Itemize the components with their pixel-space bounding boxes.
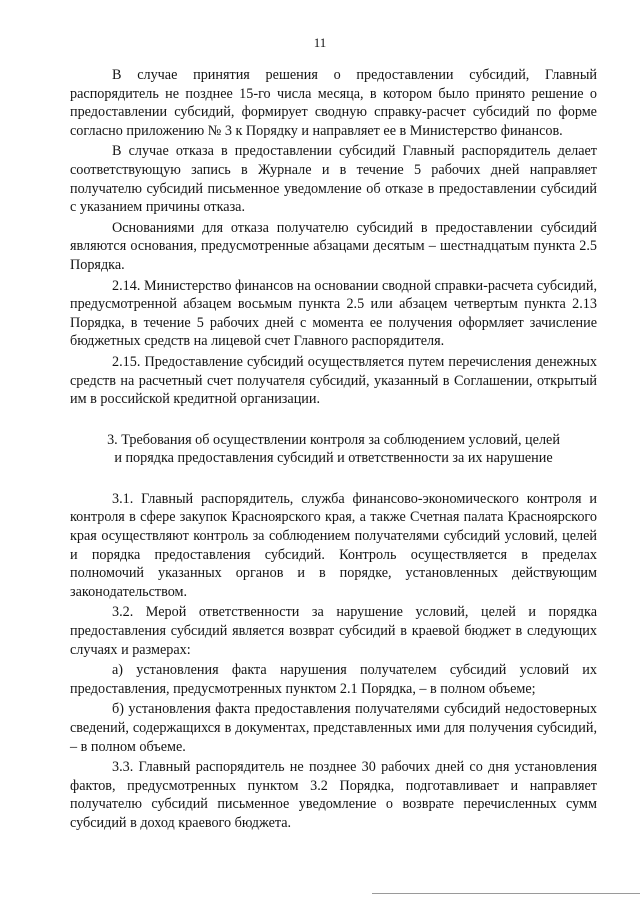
paragraph-subsidy-decision: В случае принятия решения о предоставлении субсидий, Главный распорядитель не позднее 15-го числа месяца, в котором было принято решение о предоставлении субсидий, формирует сводную справку-расчет субсидий по форме согласно приложению № 3 к Порядку и направляет ее в Министерство финансов. [70, 67, 597, 139]
paragraph-2-14: 2.14. Министерство финансов на основании сводной справки-расчета субсидий, предусмотренной абзацем восьмым пункта 2.5 или абзацем четвертым пункта 2.13 Порядка, в течение 5 рабочих дней с момента ее получения оформляет зачисление бюджетных средств на лицевой счет Главного распорядителя. [70, 277, 597, 350]
scan-edge-line [372, 893, 640, 894]
section-heading-line2: и порядка предоставления субсидий и ответственности за их нарушение [114, 450, 553, 467]
paragraph-3-2: 3.2. Мерой ответственности за нарушение условий, целей и порядка предоставления субсидий является возврат субсидий в краевой бюджет в следующих случаях и размерах: [70, 604, 597, 658]
paragraph-subsidy-refusal: В случае отказа в предоставлении субсидий Главный распорядитель делает соответствующую запись в Журнале и в течение 5 рабочих дней направляет получателю субсидий письменное уведомление об отказе в предоставлении субсидий с указанием причины отказа. [70, 143, 597, 216]
paragraph-2-15: 2.15. Предоставление субсидий осуществляется путем перечисления денежных средств на расчетный счет получателя субсидий, указанный в Соглашении, открытый им в российской кредитной организации. [70, 353, 597, 408]
paragraph-3-1: 3.1. Главный распорядитель, служба финансово-экономического контроля и контроля в сфере закупок Красноярского края, а также Счетная палата Красноярского края осуществляют контроль за соблюдением получателями субсидий условий, целей и порядка предоставления субсидий. Контроль осуществляется в пределах полномочий указанных органов и в порядке, установленных действующим законодательством. [70, 490, 597, 600]
paragraph-3-2-b: б) установления факта предоставления получателями субсидий недостоверных сведений, содержащихся в документах, представленных ими для получения субсидий, – в полном объеме. [70, 701, 597, 755]
document-body [70, 66, 597, 833]
page-number: 11 [313, 35, 327, 50]
section-heading [70, 431, 597, 468]
paragraph-3-3: 3.3. Главный распорядитель не позднее 30 рабочих дней со дня установления фактов, предусмотренных пунктом 3.2 Порядка, подготавливает и направляет получателю субсидий письменное уведомление о возврате перечисленных сумм субсидий в доход краевого бюджета. [70, 759, 597, 831]
paragraph-3-2-a: а) установления факта нарушения получателем субсидий условий их предоставления, предусмотренных пунктом 2.1 Порядка, – в полном объеме; [70, 662, 597, 697]
section-heading-line1: 3. Требования об осуществлении контроля за соблюдением условий, целей [107, 431, 560, 448]
paragraph-refusal-grounds: Основаниями для отказа получателю субсидий в предоставлении субсидий являются основания, предусмотренные абзацами десятым – шестнадцатым пункта 2.5 Порядка. [70, 219, 597, 273]
